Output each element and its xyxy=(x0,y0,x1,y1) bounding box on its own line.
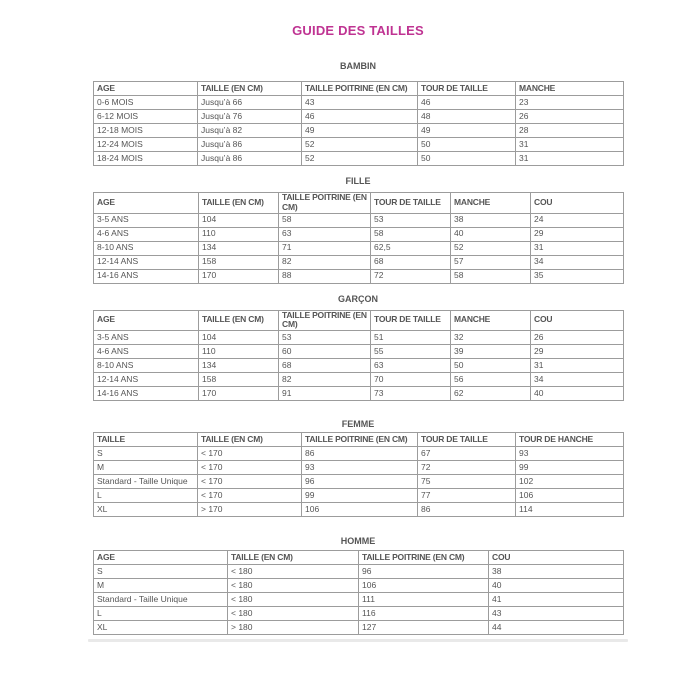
table-row xyxy=(94,503,624,517)
table-cell: 116 xyxy=(359,607,489,621)
column-header: TAILLE xyxy=(94,433,198,447)
table-row xyxy=(94,124,624,138)
table-cell: 39 xyxy=(451,345,531,359)
table-cell: 99 xyxy=(302,489,418,503)
table-row xyxy=(94,213,624,227)
section-heading-homme: HOMME xyxy=(340,536,376,547)
table-cell: 43 xyxy=(302,96,418,110)
size-table-femme xyxy=(93,432,624,517)
table-cell: 110 xyxy=(199,227,279,241)
table-cell: 58 xyxy=(451,269,531,283)
column-header: TOUR DE TAILLE xyxy=(418,82,516,96)
table-cell: Standard - Taille Unique xyxy=(94,475,198,489)
table-cell: 34 xyxy=(531,373,624,387)
table-cell: 32 xyxy=(451,331,531,345)
section-heading-fille: FILLE xyxy=(345,176,371,186)
table-cell: 56 xyxy=(451,373,531,387)
table-cell: 12-18 MOIS xyxy=(94,124,198,138)
column-header: MANCHE xyxy=(451,193,531,214)
table-cell: 75 xyxy=(418,475,516,489)
table-cell: 71 xyxy=(279,241,371,255)
column-header: TAILLE (EN CM) xyxy=(198,433,302,447)
table-cell: 134 xyxy=(199,241,279,255)
column-header: COU xyxy=(531,310,624,331)
table-cell: 88 xyxy=(279,269,371,283)
table-cell: > 170 xyxy=(198,503,302,517)
column-header: TAILLE POITRINE (EN CM) xyxy=(302,82,418,96)
table-cell: < 170 xyxy=(198,461,302,475)
table-cell: 6-12 MOIS xyxy=(94,110,198,124)
table-cell: 12-14 ANS xyxy=(94,255,199,269)
table-cell: 8-10 ANS xyxy=(94,359,199,373)
table-cell: 8-10 ANS xyxy=(94,241,199,255)
table-cell: M xyxy=(94,579,228,593)
table-cell: Jusqu’à 76 xyxy=(198,110,302,124)
header-row xyxy=(94,433,624,447)
table-cell: 40 xyxy=(489,579,624,593)
table-cell: 93 xyxy=(516,447,624,461)
table-cell: 23 xyxy=(516,96,624,110)
table-cell: 40 xyxy=(531,387,624,401)
table-row xyxy=(94,475,624,489)
table-cell: 77 xyxy=(418,489,516,503)
table-cell: > 180 xyxy=(228,621,359,635)
column-header: AGE xyxy=(94,193,199,214)
table-cell: 111 xyxy=(359,593,489,607)
table-cell: 48 xyxy=(418,110,516,124)
table-cell: 4-6 ANS xyxy=(94,227,199,241)
table-cell: 134 xyxy=(199,359,279,373)
table-cell: 63 xyxy=(279,227,371,241)
table-row xyxy=(94,152,624,166)
table-cell: 3-5 ANS xyxy=(94,213,199,227)
table-row xyxy=(94,607,624,621)
table-cell: 86 xyxy=(302,447,418,461)
table-cell: < 180 xyxy=(228,565,359,579)
table-row xyxy=(94,345,624,359)
table-cell: 170 xyxy=(199,387,279,401)
section-heading-femme: FEMME xyxy=(341,419,375,430)
column-header: TOUR DE TAILLE xyxy=(371,310,451,331)
table-cell: 106 xyxy=(359,579,489,593)
table-cell: 57 xyxy=(451,255,531,269)
column-header: TAILLE POITRINE (EN CM) xyxy=(359,551,489,565)
table-cell: 52 xyxy=(302,152,418,166)
table-row xyxy=(94,489,624,503)
table-cell: 4-6 ANS xyxy=(94,345,199,359)
table-cell: 158 xyxy=(199,255,279,269)
table-cell: Jusqu’à 82 xyxy=(198,124,302,138)
table-cell: < 170 xyxy=(198,475,302,489)
column-header: MANCHE xyxy=(516,82,624,96)
table-row xyxy=(94,359,624,373)
table-cell: 70 xyxy=(371,373,451,387)
table-cell: 58 xyxy=(371,227,451,241)
table-cell: 46 xyxy=(302,110,418,124)
table-cell: 55 xyxy=(371,345,451,359)
table-cell: 29 xyxy=(531,227,624,241)
table-row xyxy=(94,461,624,475)
section-heading-garcon: GARÇON xyxy=(338,293,378,304)
table-cell: S xyxy=(94,565,228,579)
table-row xyxy=(94,241,624,255)
column-header: TAILLE (EN CM) xyxy=(228,551,359,565)
table-row xyxy=(94,387,624,401)
bottom-divider xyxy=(88,639,628,642)
table-cell: 93 xyxy=(302,461,418,475)
table-cell: 52 xyxy=(451,241,531,255)
column-header: TOUR DE TAILLE xyxy=(371,193,451,214)
table-row xyxy=(94,96,624,110)
table-cell: Jusqu’à 66 xyxy=(198,96,302,110)
table-cell: 31 xyxy=(516,138,624,152)
table-cell: 44 xyxy=(489,621,624,635)
table-cell: 62,5 xyxy=(371,241,451,255)
header-row xyxy=(94,310,624,331)
table-cell: 49 xyxy=(302,124,418,138)
table-cell: 28 xyxy=(516,124,624,138)
table-cell: 49 xyxy=(418,124,516,138)
table-cell: 38 xyxy=(489,565,624,579)
table-cell: XL xyxy=(94,503,198,517)
table-cell: 51 xyxy=(371,331,451,345)
table-cell: < 180 xyxy=(228,607,359,621)
table-cell: 68 xyxy=(279,359,371,373)
table-cell: 50 xyxy=(451,359,531,373)
table-cell: 86 xyxy=(418,503,516,517)
column-header: COU xyxy=(489,551,624,565)
size-table-fille xyxy=(93,192,624,284)
table-cell: 31 xyxy=(531,241,624,255)
table-cell: L xyxy=(94,607,228,621)
table-row xyxy=(94,331,624,345)
table-cell: 53 xyxy=(371,213,451,227)
table-cell: 14-16 ANS xyxy=(94,387,199,401)
table-cell: 41 xyxy=(489,593,624,607)
table-cell: < 180 xyxy=(228,593,359,607)
table-cell: 38 xyxy=(451,213,531,227)
table-cell: Jusqu’à 86 xyxy=(198,138,302,152)
size-table-garcon xyxy=(93,310,624,402)
table-cell: S xyxy=(94,447,198,461)
column-header: TAILLE POITRINE (EN CM) xyxy=(302,433,418,447)
table-cell: 43 xyxy=(489,607,624,621)
table-cell: 31 xyxy=(531,359,624,373)
column-header: TAILLE POITRINE (EN CM) xyxy=(279,193,371,214)
table-cell: 24 xyxy=(531,213,624,227)
table-cell: 68 xyxy=(371,255,451,269)
table-cell: 63 xyxy=(371,359,451,373)
table-cell: 58 xyxy=(279,213,371,227)
table-cell: 67 xyxy=(418,447,516,461)
table-cell: 72 xyxy=(371,269,451,283)
table-cell: 12-14 ANS xyxy=(94,373,199,387)
table-cell: 53 xyxy=(279,331,371,345)
table-cell: 96 xyxy=(359,565,489,579)
section-heading-bambin: BAMBIN xyxy=(340,61,376,71)
table-cell: 106 xyxy=(302,503,418,517)
table-row xyxy=(94,621,624,635)
size-table-bambin xyxy=(93,81,624,166)
table-cell: 114 xyxy=(516,503,624,517)
table-cell: 3-5 ANS xyxy=(94,331,199,345)
table-cell: < 170 xyxy=(198,447,302,461)
table-cell: XL xyxy=(94,621,228,635)
table-cell: M xyxy=(94,461,198,475)
table-cell: 110 xyxy=(199,345,279,359)
size-guide-page xyxy=(88,0,628,642)
table-cell: 170 xyxy=(199,269,279,283)
header-row xyxy=(94,551,624,565)
table-cell: 60 xyxy=(279,345,371,359)
table-cell: L xyxy=(94,489,198,503)
column-header: TAILLE (EN CM) xyxy=(198,82,302,96)
table-cell: 91 xyxy=(279,387,371,401)
table-cell: 50 xyxy=(418,152,516,166)
column-header: COU xyxy=(531,193,624,214)
table-cell: 46 xyxy=(418,96,516,110)
table-row xyxy=(94,593,624,607)
table-cell: Jusqu’à 86 xyxy=(198,152,302,166)
header-row xyxy=(94,82,624,96)
header-row xyxy=(94,193,624,214)
table-cell: 18-24 MOIS xyxy=(94,152,198,166)
column-header: TOUR DE HANCHE xyxy=(516,433,624,447)
table-cell: 104 xyxy=(199,213,279,227)
table-cell: 106 xyxy=(516,489,624,503)
table-cell: 82 xyxy=(279,255,371,269)
table-cell: < 170 xyxy=(198,489,302,503)
table-cell: 52 xyxy=(302,138,418,152)
table-row xyxy=(94,227,624,241)
table-cell: 35 xyxy=(531,269,624,283)
table-cell: Standard - Taille Unique xyxy=(94,593,228,607)
table-cell: 73 xyxy=(371,387,451,401)
table-row xyxy=(94,565,624,579)
table-cell: 31 xyxy=(516,152,624,166)
table-cell: 0-6 MOIS xyxy=(94,96,198,110)
table-cell: 82 xyxy=(279,373,371,387)
page-title: GUIDE DES TAILLES xyxy=(292,23,424,38)
table-cell: 12-24 MOIS xyxy=(94,138,198,152)
table-row xyxy=(94,138,624,152)
table-cell: 34 xyxy=(531,255,624,269)
table-cell: < 180 xyxy=(228,579,359,593)
table-cell: 104 xyxy=(199,331,279,345)
column-header: AGE xyxy=(94,551,228,565)
column-header: AGE xyxy=(94,82,198,96)
table-row xyxy=(94,373,624,387)
column-header: TOUR DE TAILLE xyxy=(418,433,516,447)
size-table-homme xyxy=(93,550,624,635)
column-header: AGE xyxy=(94,310,199,331)
table-row xyxy=(94,110,624,124)
table-row xyxy=(94,579,624,593)
table-cell: 29 xyxy=(531,345,624,359)
table-cell: 14-16 ANS xyxy=(94,269,199,283)
table-cell: 99 xyxy=(516,461,624,475)
table-cell: 158 xyxy=(199,373,279,387)
column-header: MANCHE xyxy=(451,310,531,331)
table-cell: 72 xyxy=(418,461,516,475)
table-row xyxy=(94,269,624,283)
table-cell: 40 xyxy=(451,227,531,241)
table-cell: 127 xyxy=(359,621,489,635)
table-cell: 26 xyxy=(531,331,624,345)
column-header: TAILLE POITRINE (EN CM) xyxy=(279,310,371,331)
table-cell: 96 xyxy=(302,475,418,489)
table-row xyxy=(94,255,624,269)
table-cell: 62 xyxy=(451,387,531,401)
table-row xyxy=(94,447,624,461)
column-header: TAILLE (EN CM) xyxy=(199,193,279,214)
table-cell: 26 xyxy=(516,110,624,124)
sections-container xyxy=(88,61,628,635)
table-cell: 102 xyxy=(516,475,624,489)
table-cell: 50 xyxy=(418,138,516,152)
column-header: TAILLE (EN CM) xyxy=(199,310,279,331)
